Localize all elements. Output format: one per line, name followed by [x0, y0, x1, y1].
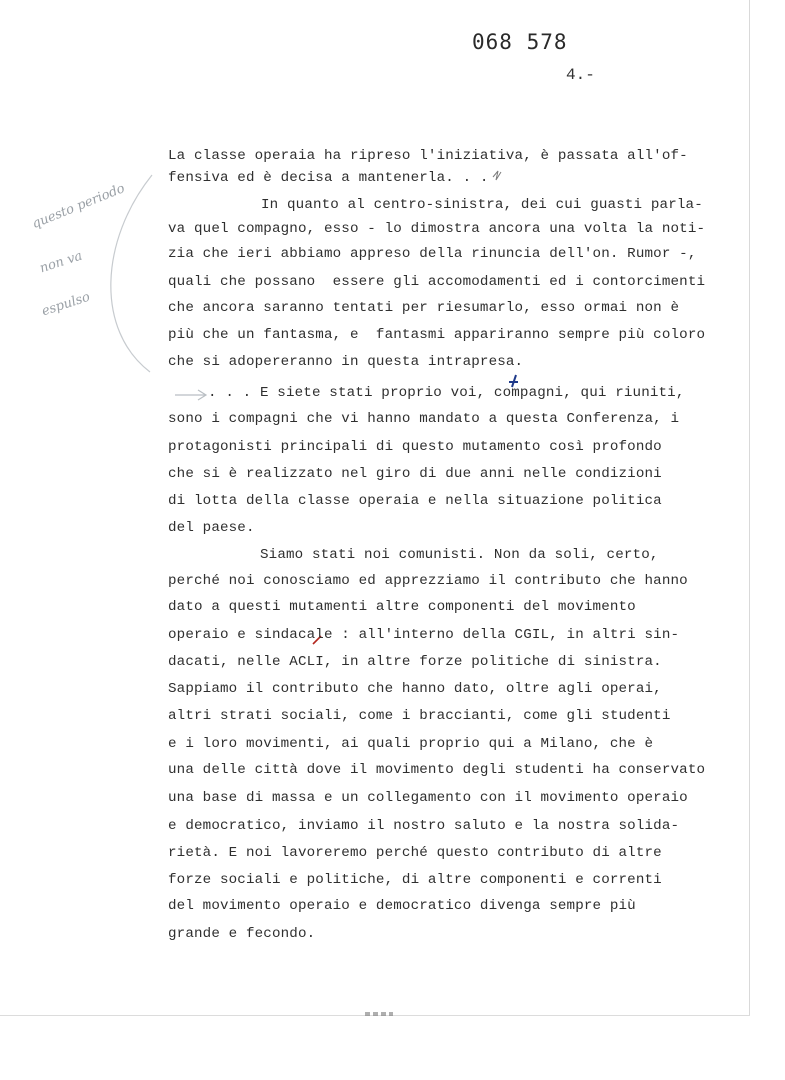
body-line: dacati, nelle ACLI, in altre forze politiche di sinistra. [168, 654, 662, 670]
body-line: dato a questi mutamenti altre componenti del movimento [168, 599, 636, 615]
sheet-edge-right [749, 0, 750, 1015]
body-line: zia che ieri abbiamo appreso della rinuncia dell'on. Rumor -, [168, 246, 697, 262]
body-line: una delle città dove il movimento degli studenti ha conservato [168, 762, 706, 778]
body-line: del paese. [168, 520, 255, 536]
pencil-bracket-curve [111, 175, 152, 372]
body-line: del movimento operaio e democratico divenga sempre più [168, 898, 636, 914]
margin-note-line: non va [38, 248, 85, 277]
body-line: rietà. E noi lavoreremo perché questo contributo di altre [168, 845, 662, 861]
page-number: 4.- [566, 66, 595, 84]
body-line: . . . E siete stati proprio voi, compagni, qui riuniti, [208, 385, 685, 401]
margin-note-line: questo periodo [30, 181, 128, 232]
handwritten-mark-icon [493, 171, 501, 180]
body-line: una base di massa e un collegamento con il movimento operaio [168, 790, 688, 806]
body-line: In quanto al centro-sinistra, dei cui guasti parla- [261, 197, 703, 213]
document-number: 068 578 [472, 30, 568, 54]
body-line: più che un fantasma, e fantasmi appariranno sempre più coloro [168, 327, 706, 343]
body-line: quali che possano essere gli accomodamenti ed i contorcimenti [168, 274, 706, 290]
bottom-ink-fragment [365, 1012, 393, 1016]
body-line: La classe operaia ha ripreso l'iniziativa, è passata all'of- [168, 148, 688, 164]
margin-note-line: espulso [40, 289, 92, 320]
body-line: Sappiamo il contributo che hanno dato, oltre agli operai, [168, 681, 662, 697]
body-line: di lotta della classe operaia e nella situazione politica [168, 493, 662, 509]
body-line: Siamo stati noi comunisti. Non da soli, certo, [260, 547, 659, 563]
body-line: grande e fecondo. [168, 926, 316, 942]
body-line: fensiva ed è decisa a mantenerla. . . [168, 170, 489, 186]
body-line: che si è realizzato nel giro di due anni nelle condizioni [168, 466, 662, 482]
body-line: va quel compagno, esso - lo dimostra ancora una volta la noti- [168, 221, 706, 237]
body-line: e i loro movimenti, ai quali proprio qui a Milano, che è [168, 736, 654, 752]
body-line: sono i compagni che vi hanno mandato a questa Conferenza, i [168, 411, 680, 427]
body-line: protagonisti principali di questo mutamento così profondo [168, 439, 662, 455]
body-line: perché noi conosciamo ed apprezziamo il contributo che hanno [168, 573, 688, 589]
body-line: e democratico, inviamo il nostro saluto e la nostra solida- [168, 818, 680, 834]
body-line: altri strati sociali, come i braccianti, come gli studenti [168, 708, 671, 724]
body-line: che si adopereranno in questa intrapresa. [168, 354, 524, 370]
body-line: forze sociali e politiche, di altre componenti e correnti [168, 872, 662, 888]
body-line: operaio e sindacale : all'interno della CGIL, in altri sin- [168, 627, 680, 643]
body-line: che ancora saranno tentati per riesumarlo, esso ormai non è [168, 300, 680, 316]
pencil-arrow-icon [175, 390, 206, 400]
